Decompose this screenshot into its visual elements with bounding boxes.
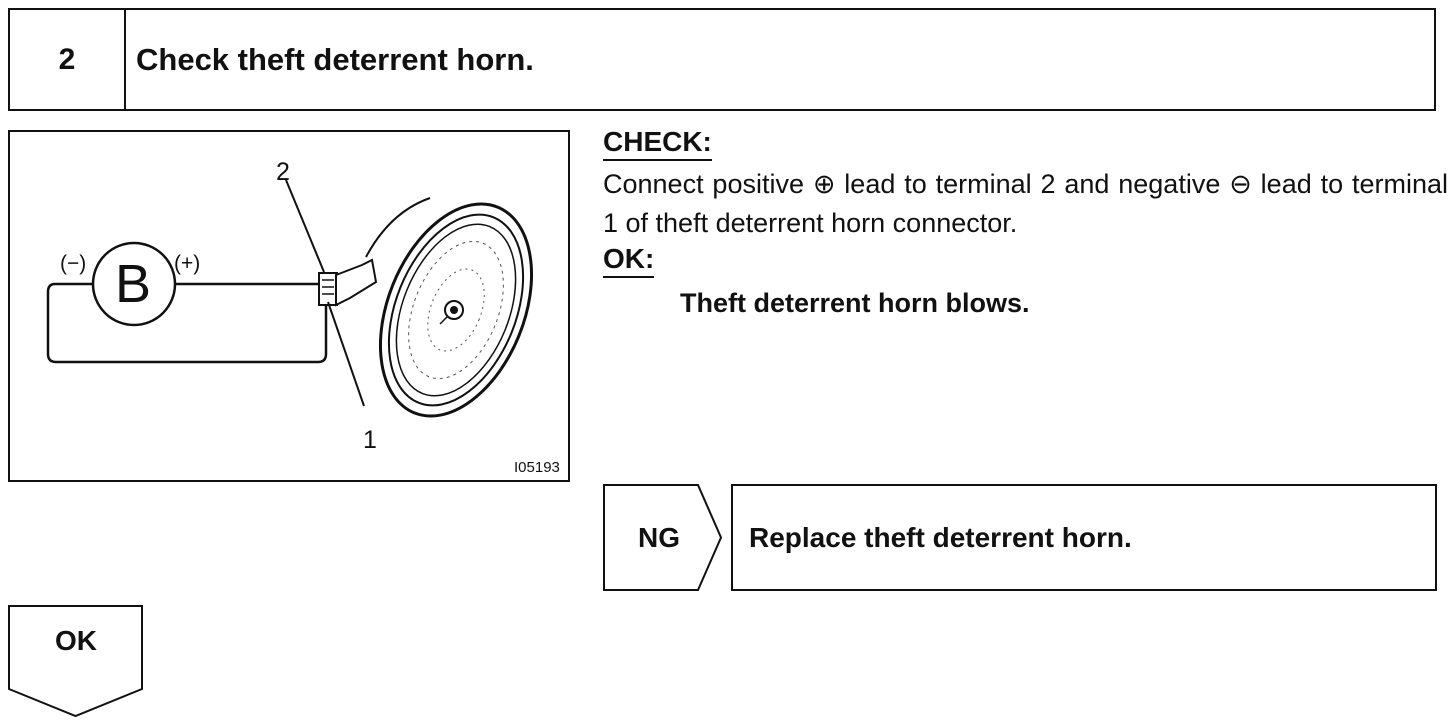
terminal-1-label: 1 [363, 426, 377, 454]
terminal-2-label: 2 [276, 158, 290, 186]
negative-label: (−) [60, 252, 87, 275]
step-number: 2 [10, 10, 126, 109]
check-heading: CHECK: [603, 126, 712, 161]
ok-tag [8, 605, 144, 718]
check-instructions: Connect positive ⊕ lead to terminal 2 and negative ⊖ lead to terminal 1 of theft deterrent horn connector. [603, 169, 1448, 238]
battery-letter: B [115, 254, 152, 314]
ng-label: NG [638, 521, 680, 553]
ok-tag-label: OK [55, 625, 97, 656]
positive-label: (+) [174, 252, 201, 275]
ng-tag [603, 484, 723, 591]
horn-diagram [8, 130, 570, 482]
check-section [603, 126, 1448, 319]
ok-arrow-icon [8, 605, 144, 718]
ng-action-text: Replace theft deterrent horn. [749, 521, 1132, 553]
step-header [8, 8, 1436, 111]
step-title: Check theft deterrent horn. [136, 41, 534, 77]
ng-action-box [731, 484, 1437, 591]
ok-result: Theft deterrent horn blows. [680, 288, 1030, 318]
ok-heading: OK: [603, 243, 654, 278]
figure-id: I05193 [514, 459, 560, 476]
